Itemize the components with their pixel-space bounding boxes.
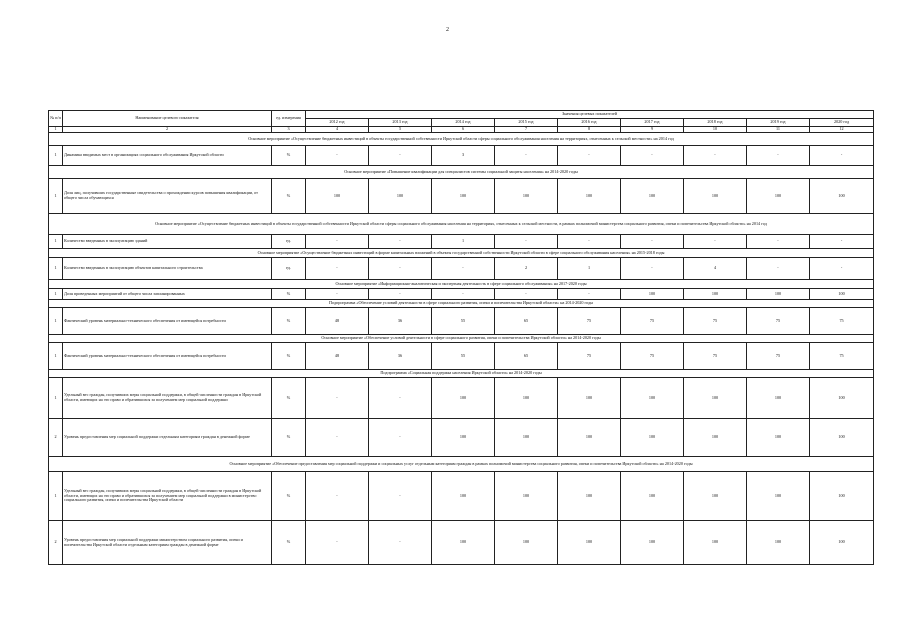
value-cell: 100 bbox=[306, 179, 369, 214]
value-cell: 100 bbox=[432, 179, 495, 214]
section-title: Основное мероприятие «Осуществление бюджетных инвестиций в объекты государственной собственности Иркутской области сферы социального обслуживания населения на территориях, отнесенных к сельской местности» на 2014 год bbox=[49, 133, 874, 146]
value-cell: 100 bbox=[621, 289, 684, 300]
indicator-name: Доля лиц, получивших государственные свидетельства о прохождении курсов повышения квалификации, от общего числа обучающихся bbox=[63, 179, 272, 214]
value-cell: 100 bbox=[558, 419, 621, 457]
row-number: 1 bbox=[49, 235, 63, 249]
value-cell: - bbox=[747, 146, 810, 166]
header-unit: ед. измерения bbox=[272, 111, 306, 127]
value-cell: 75 bbox=[810, 343, 874, 370]
col-number: 11 bbox=[747, 127, 810, 133]
value-cell: 75 bbox=[684, 343, 747, 370]
value-cell: 75 bbox=[747, 343, 810, 370]
value-cell: 48 bbox=[306, 343, 369, 370]
header-year: 2020 год bbox=[810, 119, 874, 127]
col-number: 2 bbox=[63, 127, 272, 133]
indicator-unit: % bbox=[272, 179, 306, 214]
value-cell: 100 bbox=[558, 521, 621, 565]
value-cell: 100 bbox=[558, 378, 621, 419]
header-year: 2017 год bbox=[621, 119, 684, 127]
col-number: 9 bbox=[621, 127, 684, 133]
value-cell: - bbox=[621, 258, 684, 280]
row-number: 2 bbox=[49, 521, 63, 565]
header-year: 2012 год bbox=[306, 119, 369, 127]
section-row bbox=[49, 280, 874, 289]
indicator-unit: % bbox=[272, 343, 306, 370]
value-cell: 1 bbox=[432, 235, 495, 249]
col-number: 12 bbox=[810, 127, 874, 133]
value-cell: - bbox=[684, 146, 747, 166]
row-number: 1 bbox=[49, 146, 63, 166]
row-number: 1 bbox=[49, 258, 63, 280]
value-cell: 4 bbox=[684, 258, 747, 280]
section-row bbox=[49, 166, 874, 179]
section-title: Основное мероприятие «Повышение квалификации для специалистов системы социальной защиты населения» на 2014-2020 годы bbox=[49, 166, 874, 179]
value-cell: - bbox=[684, 235, 747, 249]
value-cell: 3 bbox=[432, 146, 495, 166]
row-number: 1 bbox=[49, 179, 63, 214]
indicator-unit: % bbox=[272, 419, 306, 457]
header-year: 2016 год bbox=[558, 119, 621, 127]
value-cell: - bbox=[558, 235, 621, 249]
header-values-group: Значения целевых показателей bbox=[306, 111, 874, 119]
value-cell: 100 bbox=[747, 472, 810, 521]
value-cell: - bbox=[306, 146, 369, 166]
indicator-name: Удельный вес граждан, получивших меры социальной поддержки, в общей численности граждан в Иркутской области, имеющих на это право и обратившихся за получением мер социальной поддержки в министерство социального развития, опеки и попечительства Иркутской области bbox=[63, 472, 272, 521]
page-number: 2 bbox=[446, 27, 449, 33]
value-cell: 100 bbox=[810, 179, 874, 214]
value-cell: 100 bbox=[495, 521, 558, 565]
value-cell: - bbox=[810, 258, 874, 280]
value-cell: 100 bbox=[810, 472, 874, 521]
col-number: 4 bbox=[306, 127, 369, 133]
header-row bbox=[49, 111, 874, 119]
value-cell: 100 bbox=[495, 472, 558, 521]
value-cell: 75 bbox=[747, 308, 810, 335]
indicator-name: Уровень предоставления мер социальной поддержки отдельным категориям граждан в денежной форме bbox=[63, 419, 272, 457]
col-number: 10 bbox=[684, 127, 747, 133]
header-year: 2014 год bbox=[432, 119, 495, 127]
value-cell: - bbox=[306, 378, 369, 419]
section-title: Основное мероприятие «Обеспечение предоставления мер социальной поддержки и социальных услуг отдельным категориям граждан в рамках полномочий министерства социального развития, опеки и попечительства Иркутской области» на 2014-2020 годы bbox=[49, 457, 874, 472]
value-cell: - bbox=[369, 378, 432, 419]
value-cell: 100 bbox=[747, 419, 810, 457]
value-cell: 100 bbox=[432, 521, 495, 565]
section-row bbox=[49, 300, 874, 308]
header-year: 2013 год bbox=[369, 119, 432, 127]
indicator-name: Удельный вес граждан, получивших меры социальной поддержки, в общей численности граждан в Иркутской области, имеющих на это право и обратившихся за получением мер социальной поддержки bbox=[63, 378, 272, 419]
value-cell: - bbox=[495, 235, 558, 249]
value-cell: 100 bbox=[495, 179, 558, 214]
table-row bbox=[49, 258, 874, 280]
indicator-unit: ед. bbox=[272, 258, 306, 280]
indicator-unit: % bbox=[272, 146, 306, 166]
value-cell: 100 bbox=[432, 419, 495, 457]
header-year: 2018 год bbox=[684, 119, 747, 127]
table-row bbox=[49, 378, 874, 419]
value-cell: - bbox=[621, 235, 684, 249]
value-cell: 100 bbox=[747, 179, 810, 214]
col-number: 6 bbox=[432, 127, 495, 133]
row-number: 2 bbox=[49, 419, 63, 457]
value-cell: - bbox=[369, 235, 432, 249]
table-row bbox=[49, 235, 874, 249]
table-row bbox=[49, 521, 874, 565]
section-row bbox=[49, 133, 874, 146]
value-cell: 100 bbox=[495, 378, 558, 419]
value-cell: 65 bbox=[495, 343, 558, 370]
value-cell: - bbox=[306, 289, 369, 300]
section-row bbox=[49, 457, 874, 472]
value-cell: - bbox=[621, 146, 684, 166]
target-indicators-table bbox=[48, 110, 874, 565]
indicator-unit: ед. bbox=[272, 235, 306, 249]
value-cell: - bbox=[369, 146, 432, 166]
value-cell: 65 bbox=[495, 308, 558, 335]
value-cell: - bbox=[306, 235, 369, 249]
value-cell: 100 bbox=[621, 179, 684, 214]
value-cell: - bbox=[495, 289, 558, 300]
table-row bbox=[49, 179, 874, 214]
indicator-name: Фактический уровень материально-технического обеспечения от имеющейся потребности bbox=[63, 343, 272, 370]
table-row bbox=[49, 308, 874, 335]
table-row bbox=[49, 146, 874, 166]
table-row bbox=[49, 419, 874, 457]
value-cell: - bbox=[432, 258, 495, 280]
value-cell: 100 bbox=[432, 472, 495, 521]
table-row bbox=[49, 289, 874, 300]
value-cell: - bbox=[306, 258, 369, 280]
value-cell: 75 bbox=[621, 343, 684, 370]
section-title: Основное мероприятие «Осуществление бюджетных инвестиций в форме капитальных вложений в объекты государственной собственности Иркутской области в сфере социального обслуживания населения» на 2015-2018 годы bbox=[49, 249, 874, 258]
value-cell: 100 bbox=[747, 289, 810, 300]
section-title: Основное мероприятие «Информационно-аналитическая и экспертная деятельность в сфере социального обслуживания» на 2017-2020 годы bbox=[49, 280, 874, 289]
value-cell: - bbox=[306, 472, 369, 521]
value-cell: - bbox=[810, 146, 874, 166]
value-cell: - bbox=[306, 521, 369, 565]
col-number: 5 bbox=[369, 127, 432, 133]
table-row bbox=[49, 343, 874, 370]
value-cell: 75 bbox=[684, 308, 747, 335]
value-cell: 75 bbox=[621, 308, 684, 335]
section-row bbox=[49, 370, 874, 378]
indicator-unit: % bbox=[272, 521, 306, 565]
value-cell: - bbox=[306, 419, 369, 457]
value-cell: 1 bbox=[558, 258, 621, 280]
value-cell: 100 bbox=[621, 472, 684, 521]
value-cell: 100 bbox=[684, 521, 747, 565]
indicator-name: Динамика вводимых мест в организациях социального обслуживания Иркутской области bbox=[63, 146, 272, 166]
value-cell: - bbox=[369, 419, 432, 457]
indicator-unit: % bbox=[272, 289, 306, 300]
value-cell: 55 bbox=[432, 343, 495, 370]
table-row bbox=[49, 472, 874, 521]
header-year: 2019 год bbox=[747, 119, 810, 127]
indicator-name: Доля проведенных мероприятий от общего числа запланированных bbox=[63, 289, 272, 300]
value-cell: 100 bbox=[684, 419, 747, 457]
value-cell: - bbox=[369, 258, 432, 280]
section-row bbox=[49, 214, 874, 235]
header-no: № п/п bbox=[49, 111, 63, 127]
value-cell: 36 bbox=[369, 343, 432, 370]
value-cell: 100 bbox=[810, 521, 874, 565]
indicator-unit: % bbox=[272, 378, 306, 419]
row-number: 1 bbox=[49, 308, 63, 335]
value-cell: 100 bbox=[684, 472, 747, 521]
value-cell: - bbox=[432, 289, 495, 300]
value-cell: 100 bbox=[558, 472, 621, 521]
value-cell: 100 bbox=[369, 179, 432, 214]
section-title: Основное мероприятие «Осуществление бюджетных инвестиций в объекты государственной собственности Иркутской области сферы социального обслуживания населения на территориях, отнесенных к сельской местности, в рамках полномочий министерства социального развития, опеки и попечительства Иркутской области» на 2014 год bbox=[49, 214, 874, 235]
header-name: Наименование целевого показателя bbox=[63, 111, 272, 127]
value-cell: 75 bbox=[558, 308, 621, 335]
value-cell: - bbox=[558, 146, 621, 166]
row-number: 1 bbox=[49, 378, 63, 419]
value-cell: 48 bbox=[306, 308, 369, 335]
value-cell: 100 bbox=[621, 521, 684, 565]
section-title: Подпрограмма «Социальная поддержка населения Иркутской области» на 2014-2020 годы bbox=[49, 370, 874, 378]
value-cell: - bbox=[369, 289, 432, 300]
value-cell: 100 bbox=[684, 378, 747, 419]
indicator-unit: % bbox=[272, 308, 306, 335]
value-cell: 100 bbox=[432, 378, 495, 419]
value-cell: - bbox=[747, 258, 810, 280]
value-cell: 100 bbox=[621, 419, 684, 457]
row-number: 1 bbox=[49, 289, 63, 300]
header-year: 2015 год bbox=[495, 119, 558, 127]
value-cell: 100 bbox=[684, 179, 747, 214]
value-cell: 100 bbox=[495, 419, 558, 457]
value-cell: 100 bbox=[810, 378, 874, 419]
indicator-name: Количество введенных в эксплуатацию объектов капитального строительства bbox=[63, 258, 272, 280]
value-cell: 100 bbox=[684, 289, 747, 300]
section-row bbox=[49, 249, 874, 258]
value-cell: 100 bbox=[810, 419, 874, 457]
value-cell: - bbox=[495, 146, 558, 166]
value-cell: 100 bbox=[558, 179, 621, 214]
indicator-unit: % bbox=[272, 472, 306, 521]
value-cell: - bbox=[369, 472, 432, 521]
value-cell: 75 bbox=[810, 308, 874, 335]
section-title: Подпрограмма «Обеспечение условий деятельности в сфере социального развития, опеки и попечительства Иркутской области» на 2014-2020 годы bbox=[49, 300, 874, 308]
value-cell: 2 bbox=[495, 258, 558, 280]
value-cell: 55 bbox=[432, 308, 495, 335]
section-title: Основное мероприятие «Обеспечение условий деятельности в сфере социального развития, опеки и попечительства Иркутской области» на 2014-2020 годы bbox=[49, 335, 874, 343]
value-cell: 36 bbox=[369, 308, 432, 335]
value-cell: - bbox=[369, 521, 432, 565]
section-row bbox=[49, 335, 874, 343]
value-cell: - bbox=[810, 235, 874, 249]
value-cell: 100 bbox=[747, 378, 810, 419]
value-cell: - bbox=[747, 235, 810, 249]
col-number: 1 bbox=[49, 127, 63, 133]
indicator-name: Фактический уровень материально-технического обеспечения от имеющейся потребности bbox=[63, 308, 272, 335]
indicator-name: Количество введенных в эксплуатацию зданий bbox=[63, 235, 272, 249]
value-cell: 75 bbox=[558, 343, 621, 370]
row-number: 1 bbox=[49, 343, 63, 370]
col-number: 7 bbox=[495, 127, 558, 133]
value-cell: - bbox=[558, 289, 621, 300]
col-number: 8 bbox=[558, 127, 621, 133]
value-cell: 100 bbox=[747, 521, 810, 565]
row-number: 1 bbox=[49, 472, 63, 521]
col-number: 3 bbox=[272, 127, 306, 133]
indicator-name: Уровень предоставления мер социальной поддержки министерством социального развития, опеки и попечительства Иркутской области отдельным категориям граждан в денежной форме bbox=[63, 521, 272, 565]
value-cell: 100 bbox=[621, 378, 684, 419]
value-cell: 100 bbox=[810, 289, 874, 300]
